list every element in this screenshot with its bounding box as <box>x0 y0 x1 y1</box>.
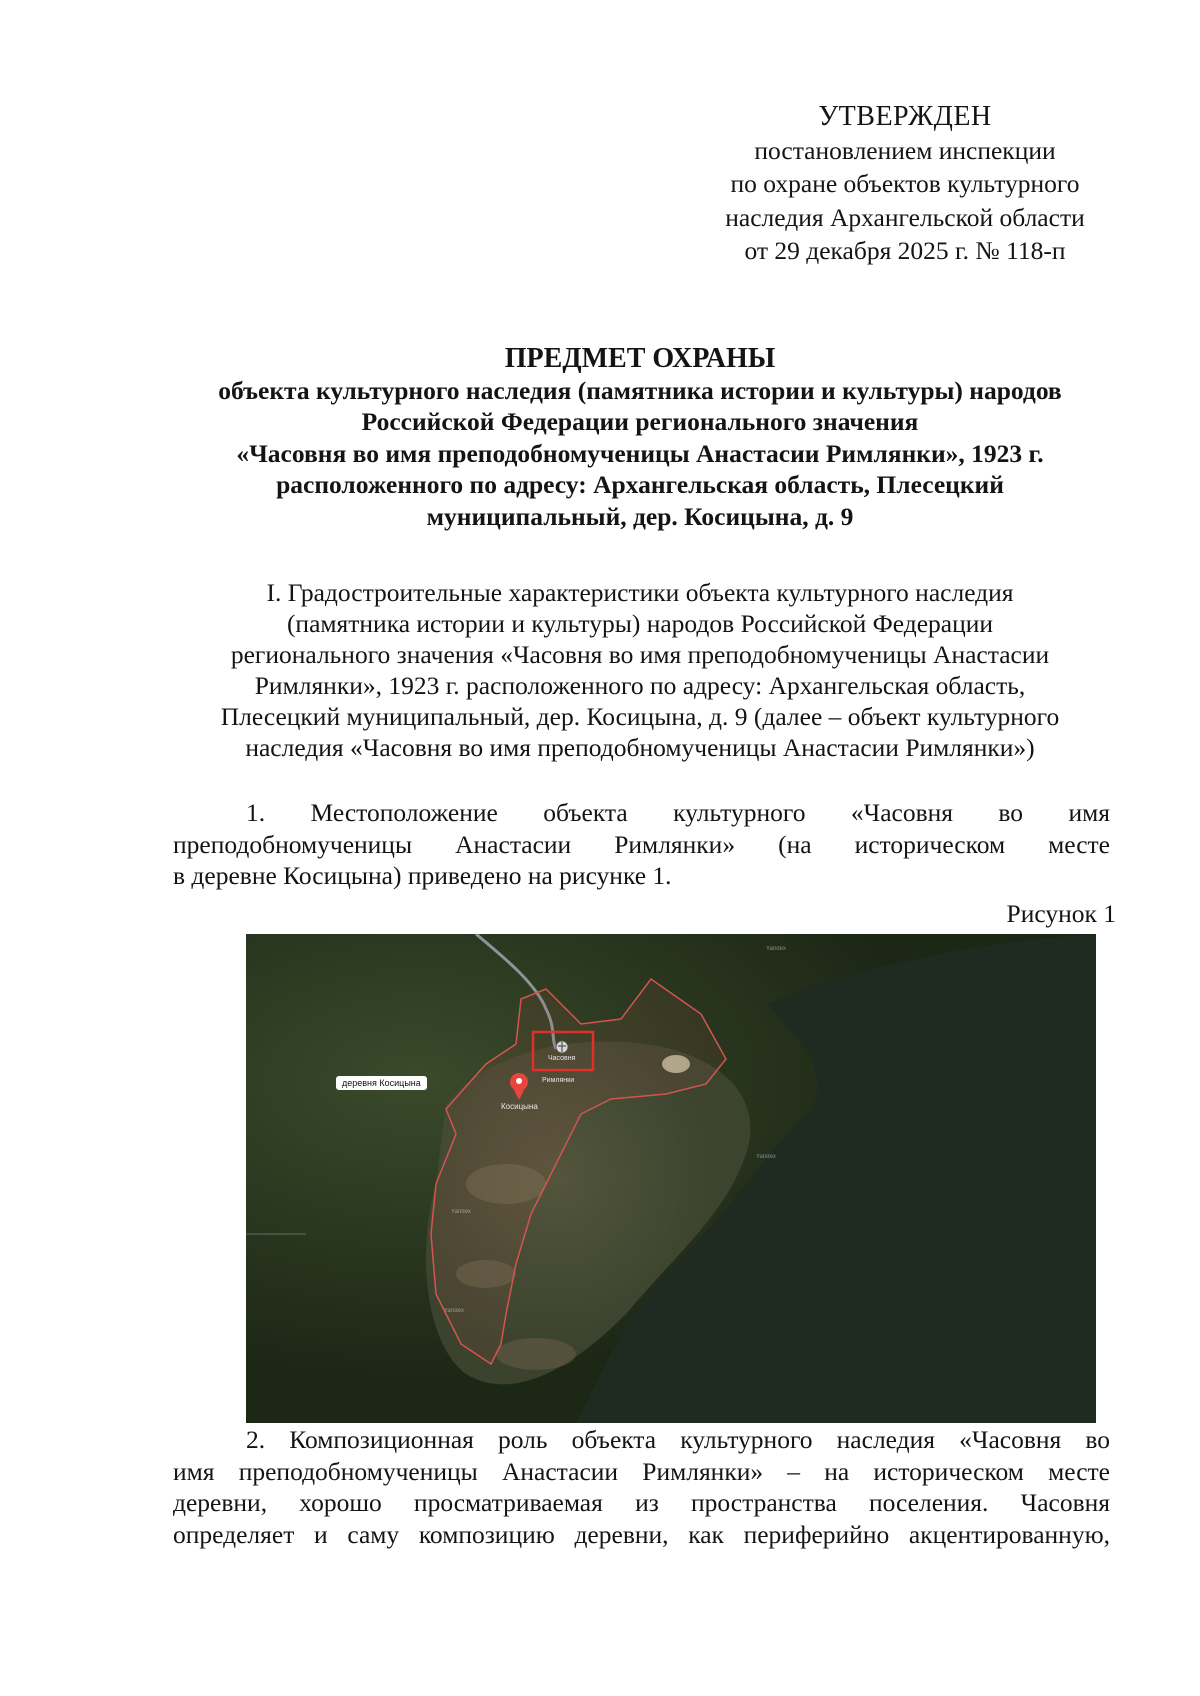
paragraph-item-1 <box>173 797 1110 892</box>
paragraph-item-2 <box>173 1424 1110 1550</box>
section-line: I. Градостроительные характеристики объекта культурного наследия <box>266 578 1014 607</box>
approval-heading: УТВЕРЖДЕН <box>818 101 992 132</box>
section-line: (памятника истории и культуры) народов Российской Федерации <box>286 609 994 638</box>
paragraph-line: 1. Местоположение объекта культурного «Часовня во имя <box>246 798 1110 827</box>
paragraph-line: 2. Композиционная роль объекта культурного наследия «Часовня во <box>246 1425 1110 1454</box>
paragraph-line: в деревне Косицына) приведено на рисунке 1. <box>173 861 672 890</box>
approval-line: наследия Архангельской области <box>725 202 1085 232</box>
approval-line: по охране объектов культурного <box>730 169 1080 198</box>
approval-line: постановлением инспекции <box>754 135 1056 165</box>
title-line: Российской Федерации регионального значения <box>361 407 919 436</box>
section-line: регионального значения «Часовня во имя преподобномученицы Анастасии <box>230 640 1050 669</box>
map-watermark: Yandex <box>444 1308 464 1314</box>
map-watermark: Yandex <box>451 1209 471 1215</box>
section-line: наследия «Часовня во имя преподобномученицы Анастасии Римлянки») <box>245 733 1035 762</box>
title-line: муниципальный, дер. Косицына, д. 9 <box>426 501 854 531</box>
document-title <box>160 343 1120 532</box>
paragraph-line: имя преподобномученицы Анастасии Римлянки» – на историческом месте <box>173 1456 1110 1486</box>
chapel-map-label: Римлянки <box>542 1077 575 1084</box>
title-line: «Часовня во имя преподобномученицы Анастасии Римлянки», 1923 г. <box>236 438 1044 468</box>
title-heading: ПРЕДМЕТ ОХРАНЫ <box>504 343 776 374</box>
paragraph-line: определяет и саму композицию деревни, как периферийно акцентированную, <box>173 1519 1110 1549</box>
figure-label: Рисунок 1 <box>1006 899 1116 928</box>
title-line: расположенного по адресу: Архангельская область, Плесецкий <box>276 470 1004 499</box>
chapel-map-label: Часовня <box>548 1055 576 1062</box>
section-heading <box>170 577 1110 763</box>
satellite-map <box>246 934 1096 1423</box>
title-line: объекта культурного наследия (памятника истории и культуры) народов <box>218 375 1062 405</box>
map-callout: деревня Косицына <box>336 1076 427 1090</box>
village-marker-label: Косицына <box>501 1102 538 1111</box>
paragraph-line: деревни, хорошо просматриваемая из пространства поселения. Часовня <box>173 1488 1110 1517</box>
satellite-imagery <box>246 934 1096 1423</box>
section-line: Римлянки», 1923 г. расположенного по адресу: Архангельская область, <box>254 671 1026 700</box>
approval-line: от 29 декабря 2025 г. № 118-п <box>744 236 1066 265</box>
approval-block <box>690 100 1120 268</box>
map-watermark: Yandex <box>756 1154 776 1160</box>
section-line: Плесецкий муниципальный, дер. Косицына, д. 9 (далее – объект культурного <box>220 702 1060 731</box>
map-watermark: Yandex <box>766 946 786 952</box>
paragraph-line: преподобномученицы Анастасии Римлянки» (на историческом месте <box>173 829 1110 859</box>
